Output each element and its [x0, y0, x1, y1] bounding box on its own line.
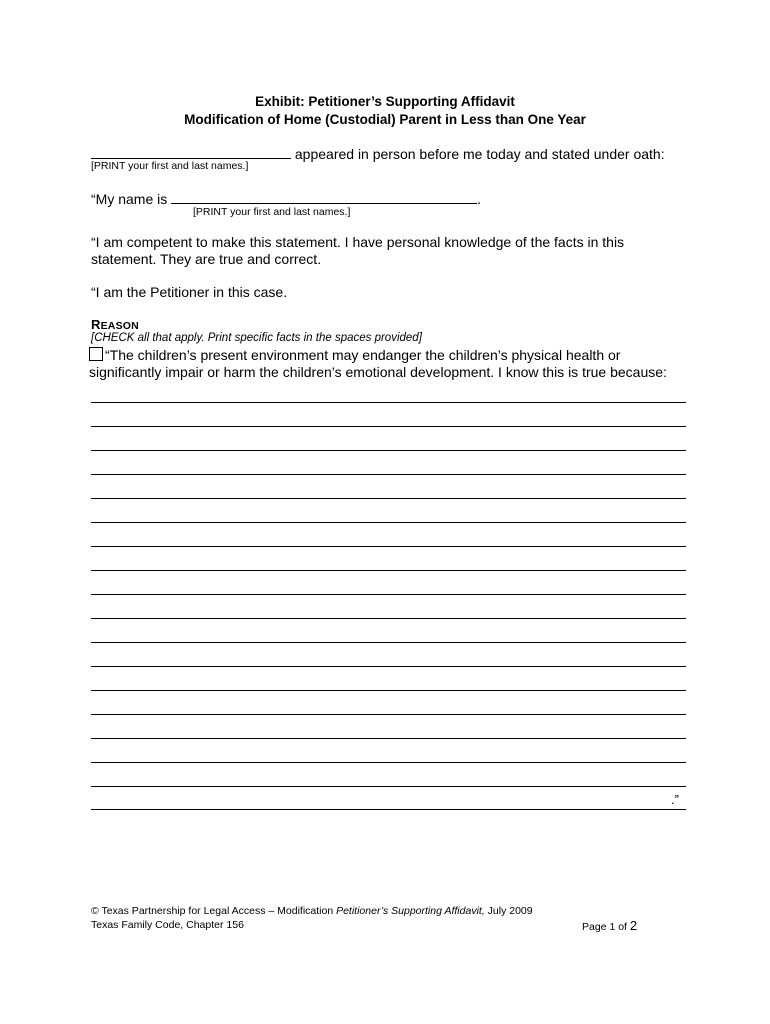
document-subtitle: Modification of Home (Custodial) Parent in Less than One Year [184, 112, 586, 127]
write-line[interactable] [91, 474, 686, 475]
document-title: Exhibit: Petitioner’s Supporting Affidavit [255, 94, 515, 109]
page-number-prefix: Page 1 of [582, 921, 630, 933]
write-line[interactable] [91, 762, 686, 763]
footer-copyright [91, 905, 533, 917]
write-line[interactable] [91, 570, 686, 571]
write-line[interactable] [91, 666, 686, 667]
footer-copyright-date: July 2009 [484, 905, 533, 917]
reason-heading-rest: EASON [100, 320, 139, 332]
print-name-hint-1: [PRINT your first and last names.] [91, 160, 249, 172]
competent-statement: “I am competent to make this statement. I have personal knowledge of the facts in this statement. They are true and correct. [91, 234, 625, 267]
reason-option-text: “The children’s present environment may endanger the children’s physical health or significantly impair or harm the children’s emotional development. I know this is true because: [89, 347, 667, 380]
petitioner-statement: “I am the Petitioner in this case. [91, 284, 288, 300]
write-line[interactable] [91, 786, 686, 787]
closing-quote: .” [671, 792, 679, 807]
reason-checkbox[interactable] [89, 347, 103, 361]
page-number [582, 918, 637, 933]
write-line[interactable] [91, 450, 686, 451]
affiant-name-field[interactable] [91, 144, 291, 159]
reason-option [89, 347, 689, 381]
write-line[interactable] [91, 522, 686, 523]
write-line[interactable] [91, 594, 686, 595]
page-number-total: 2 [629, 918, 638, 933]
footer-copyright-prefix: © Texas Partnership for Legal Access – Modification [91, 905, 337, 917]
my-name-field[interactable] [171, 189, 477, 204]
reason-instruction: [CHECK all that apply. Print specific facts in the spaces provided] [91, 332, 422, 344]
my-name-label: “My name is [91, 191, 168, 207]
my-name-line [91, 189, 481, 207]
my-name-period: . [477, 191, 482, 207]
write-line[interactable] [91, 714, 686, 715]
footer-code: Texas Family Code, Chapter 156 [91, 919, 244, 931]
write-line[interactable] [91, 402, 686, 403]
write-line[interactable] [91, 690, 686, 691]
write-line[interactable] [91, 738, 686, 739]
write-line[interactable] [91, 642, 686, 643]
reason-heading-first: R [91, 317, 101, 332]
write-line[interactable] [91, 426, 686, 427]
write-line[interactable] [91, 546, 686, 547]
appeared-text: appeared in person before me today and stated under oath: [294, 146, 665, 162]
print-name-hint-2: [PRINT your first and last names.] [193, 206, 351, 218]
write-line[interactable] [91, 498, 686, 499]
reason-heading [91, 317, 139, 332]
footer-copyright-title: Petitioner’s Supporting Affidavit, [336, 905, 485, 917]
write-line[interactable] [91, 618, 686, 619]
write-line-last[interactable] [91, 809, 686, 810]
